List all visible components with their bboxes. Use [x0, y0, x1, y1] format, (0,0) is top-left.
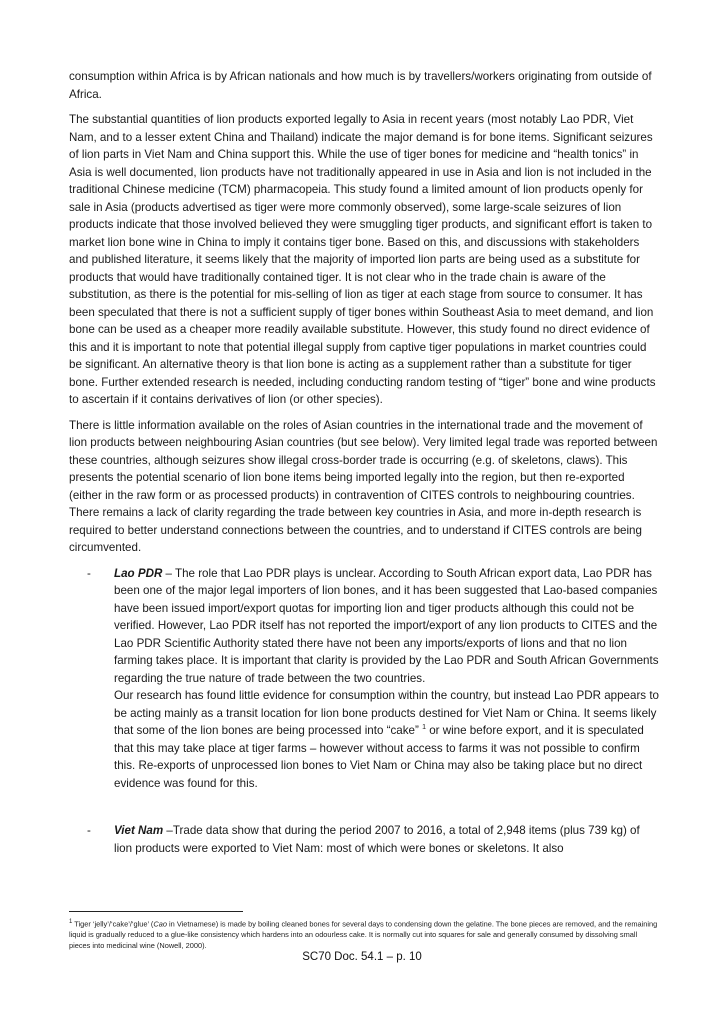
footnote-italic-term: Cao	[153, 919, 167, 929]
body-text	[69, 68, 659, 865]
paragraph-asian-demand: The substantial quantities of lion products exported legally to Asia in recent years (most notably Lao PDR, Viet Nam, and to a lesser extent China and Thailand) indicate the major demand is for bone items. Significant seizures of lion parts in Viet Nam and China support this. While the use of tiger bones for medicine and “health tonics” in Asia is well documented, lion products have not traditionally appeared in use in Asia and lion is not included in the traditional Chinese medicine (TCM) pharmacopeia. This study found a limited amount of lion products openly for sale in Asia (products advertised as tiger were more commonly observed), some large-scale seizures of lion products indicate that those involved believed they were smuggling tiger products, and significant effort is taken to market lion bone wine in China to imply it contains tiger bone. Based on this, and discussions with stakeholders and published literature, it seems likely that the majority of imported lion parts are being used as a substitute for products that would have traditionally contained tiger. It is not clear who in the trade chain is aware of the substitution, as there is the potential for mis-selling of lion as tiger at each stage from source to consumer. It has been speculated that there is not a sufficient supply of tiger bones within Southeast Asia to meet demand, and lion bone can be used as a cheaper more readily available substitute. However, this study found no direct evidence of this and it is important to note that potential illegal supply from captive tiger populations in market countries could be significant. An alternative theory is that lion bone is acting as a supplement rather than a substitute for tiger bone. Further extended research is needed, including conducting random testing of “tiger” bone and wine products to ascertain if it contains derivatives of lion (or other species).	[69, 113, 656, 406]
footnote-divider	[69, 911, 243, 912]
paragraph-intro: consumption within Africa is by African nationals and how much is by travellers/workers originating from outside of Africa.	[69, 70, 652, 101]
footnote-text-b: in Vietnamese) is made by boiling cleaned bones for several days to condensing down the gelatine. The bone pieces are removed, and the remaining liquid is gradually reduced to a glue-like consistency which hardens into an odourless cake. It is normally cut into squares for sale and generally consumed by dissolving small pieces into medicinal wine (Nowell, 2000).	[69, 919, 658, 951]
lao-pdr-label: Lao PDR	[114, 566, 163, 580]
lao-pdr-paragraph-2	[114, 687, 659, 792]
footnote-reference[interactable]: 1	[422, 724, 426, 732]
list-item-lao-pdr	[69, 565, 659, 793]
lao-pdr-text-2a: Our research has found little evidence for consumption within the country, but instead Lao PDR appears to be acting mainly as a transit location for lion bone products destined for Viet Nam or China. It seems likely that some of the lion bones are being processed into “cake”	[114, 689, 659, 737]
viet-nam-text: –Trade data show that during the period 2007 to 2016, a total of 2,948 items (plus 739 kg) of lion products were exported to Viet Nam: most of which were bones or skeletons. It also	[114, 824, 640, 855]
viet-nam-paragraph	[114, 822, 659, 857]
lao-pdr-paragraph-1	[114, 565, 659, 688]
paragraph-asian-trade: There is little information available on the roles of Asian countries in the international trade and the movement of lion products between neighbouring Asian countries (but see below). Very limited legal trade was reported between these countries, although seizures show illegal cross-border trade is occurring (e.g. of skeletons, claws). This presents the potential scenario of lion bone items being imported legally into the region, but then re-exported (either in the raw form or as processed products) in contravention of CITES controls to neighbouring countries. There remains a lack of clarity regarding the trade between key countries in Asia, and more in-depth research is required to better understand connections between the countries, and to understand if CITES controls are being circumvented.	[69, 418, 658, 554]
footnote	[69, 917, 659, 951]
page-number-footer: SC70 Doc. 54.1 – p. 10	[302, 951, 422, 963]
lao-pdr-text-1: – The role that Lao PDR plays is unclear. According to South African export data, Lao PDR has been one of the major legal importers of lion bones, and it has been suggested that Lao-based companies have been issued import/export quotas for importing lion and tiger products although this could not be verified. However, Lao PDR itself has not reported the import/export of any lion products to CITES and the Lao PDR Scientific Authority stated there have not been any imports/exports of lions and that no lion farming takes place. It is important that clarity is provided by the Lao PDR and South African Governments regarding the true nature of trade between the two countries.	[114, 566, 659, 685]
viet-nam-label: Viet Nam	[114, 824, 164, 837]
list-item-viet-nam	[69, 822, 659, 857]
bullet-dash: -	[87, 566, 91, 580]
bullet-dash: -	[87, 824, 91, 837]
footnote-text-a: Tiger ‘jelly’/‘cake’/‘glue’ (	[72, 919, 154, 929]
footnote-marker: 1	[69, 919, 73, 925]
lao-pdr-text-2b: or wine before export, and it is speculated that this may take place at tiger farms – however without access to farms it was not possible to confirm this. Re-exports of unprocessed lion bones to Viet Nam or China may also be taking place but no direct evidence was found for this.	[114, 724, 644, 790]
